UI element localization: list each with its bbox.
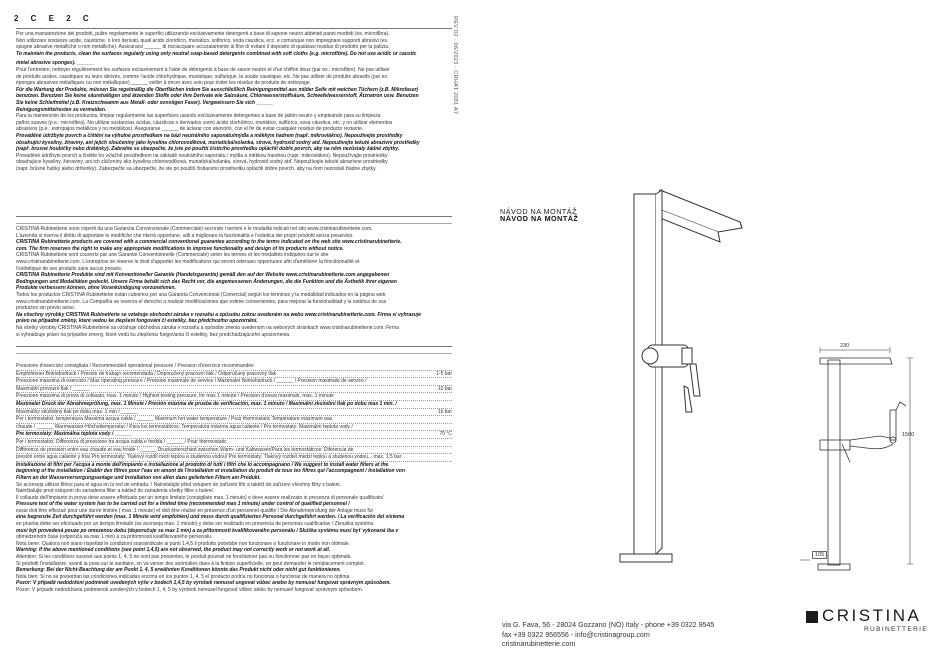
faucet-illustration: [600, 150, 780, 570]
tech-row: Maximální provozní tlak / ______ 10 bar: [16, 385, 452, 392]
install-note: Warning: If the above mentioned conditions (see point 1,4,5) are not observed, the product may not correctly work or not work at all.: [16, 547, 331, 554]
brand-square-icon: [806, 611, 818, 623]
tech-row: Maximaler Druck der Abnahmeprüfung, max. 1 Minute / Presión máxima de prueba de verificación, max. 1 minuto / Maximální zkušební tlak po dobu max 1 min. /: [16, 401, 452, 409]
warranty-fr-1: CRISTINA Rubinetterie sont couverts par une Garantie Conventionnelle (Commerciale) selon les termes et les modalités indiquées sur le site: [16, 252, 329, 259]
install-note: Nota bene: Qualora non siano rispettati le condizioni sopraindicate ai punti 1,4,5 il prodotto potrebbe non funzionare o funzionare in modo non ottimale.: [16, 540, 351, 547]
contact-block: [502, 621, 714, 650]
warranty-it-2: L'azienda si riserva il diritto di apportare le modifiche che riterrà opportune, utili a migliorare la funzionalità e l'estetica dei propri prodotti senza preavviso.: [16, 232, 354, 239]
maintenance-it-3: spugne abrasive metalliche o non metalliche). Assicurarsi ______ di risciacquare accuratamente al fine di evitare il deposito di qualsiasi residuo di prodotto per la pulizia.: [16, 44, 390, 51]
install-note: beginning of the installation / Établir des filtres pour l'eau en amont de l'installation et installation du produit de tous les filtres qui l'accompagnent / Installation von: [16, 468, 405, 475]
tech-row: Pre termostaty: Maximálna teplota vody / ______ 70 °C: [16, 431, 452, 438]
tech-row: Maximálny skúšobný tlak po dobu max. 1 min / ______ 16 bar: [16, 408, 452, 415]
address: via G. Fava, 56 - 28024 Gozzano (NO) Italy - phone +39 0322 9545: [502, 621, 715, 629]
tech-row: presión entre agua caliente y fría/ Pro termostaty: Tlakový rozdíl mezi teplou a studenou vodou/ Pre termostaty: Tlakový rozdiel medzi teplou a studenou vodou... max. 1,5 bar: [16, 454, 452, 462]
install-note: Installazione di filtri per l'acqua a monte dell'impianto e installazione al prodotto di tutti i filtri che lo accompagnano / We suggest to install water filters at the: [16, 461, 389, 468]
warranty-fr-3: l'esthétique de ses produits sans aucun préavis.: [16, 265, 123, 272]
maintenance-sk-3: (napr. brúsne hubky alebo drôtenky). Zabezpečte sa ubezpečte, že ste po použití čistiaceho prostriedku opláchli dobre povrch, aby na ňom nezostali žiadne zbytky.: [16, 165, 377, 172]
install-note: en prueba debe ser efectuado por un tiempo limitado (se aconseja max. 1 minuto) y debe ser realizado en presencia de personas cualificadas / Zkouška systému: [16, 521, 374, 528]
maintenance-cz-1: Prováděné údržbyte povrch a čištění na výhulné prostředkem na bázi neutrálního saponátu/mýdla a měkkým hadrem (např. mikrovlákno). Nepoužívejte prostředky: [16, 132, 403, 139]
install-note: Se aconseja utilizar filtros para el agua en la red de entrada. / Nainstalujte před vstupem do zařízení filtr a taktéž do zařízení všechny filtry s baleni.: [16, 481, 341, 488]
brand-name: CRISTINA: [822, 606, 922, 625]
maintenance-de-3: Sie keine Schleifmittel (z.B. Kratzschwamm aus Metall- oder sonstigen Faser). Vergewissern Sie sich ______: [16, 99, 274, 106]
tech-row: Empfohlener Betriebsdruck / Presión de trabajo recomendada / Doporučený pracovní tlak / Odporúčaný pracovný tlak 1-5 bar: [16, 370, 452, 377]
website-link[interactable]: cristinarubinetterie.com: [502, 640, 576, 648]
tech-row: Pressione massima di esercizio / Max operating pressure / Pression maximale de service / Maximaler Betriebsdruck / ______ / Pression maximale de service /: [16, 378, 452, 386]
section-divider-2: [16, 346, 452, 347]
maintenance-es-3: abrasivos (p.e.: estropajos metálicos y no metálicos). Asegurarse ______ de aclarar con atención, con el fin de evitar cualquier residuo de producto restante.: [16, 126, 364, 133]
maintenance-fr-2: de produits acides, caustiques ou leurs dérivés, comme l'acide chlorhydrique, muriatique, sulfurique, la soude caustique, etc. Ne pas utiliser de produits abrasifs (par ex.: [16, 73, 389, 80]
document-code-text: REV 02 · 06/2023 · CRHAT 2081 A7: [452, 16, 458, 115]
maintenance-de-4: Reinigungsmittelresten zu vermeiden.: [16, 106, 107, 113]
tech-row: Pressione massima di prova di collaudo, max. 1 minuto / Highest testing pressure, for max 1 minute / Pression d'essai maximale, max. 1 minute: [16, 393, 452, 401]
maintenance-cz-3: (např. brusné houbičky nebo drátěnky). Zabraňte se ubezpečte, že jste po použití čisticího prostředku opláchli dobře povrch, aby na něm nezůstaly žádné zbytky.: [16, 146, 400, 153]
maintenance-sk-2: obsahujúce kyseliny, žieraviny, ani ich zlúčeniny ako kyselina chlorovodíková, muriatická/solanka, sírová, hydroxid sodný atď. Nepoužívajte tekuté abrazívne prostriedky: [16, 159, 388, 166]
section-divider-1b: [16, 223, 452, 224]
maintenance-es-2: paños suaves (p.e.: microfibra). No utilizar sustancias ácidas, cáusticas o derivados como ácido clorhídrico, muriático, sulfúrico, sosa cáustica, etc. y no utilizar elementos: [16, 119, 393, 126]
page-title-bold: NÁVOD NA MONTÁŽ: [500, 214, 579, 223]
maintenance-it-2: Non utilizzare sostanze acide, caustiche, o loro derivati, quali acido cloridrico, muriatico, solforico, soda caustica, ecc. e comunque non impregnare supporti abrasivi (es.: [16, 37, 389, 44]
warranty-es-1: Todos los productos CRISTINA Rubinetterie están cubiertos por una Garantía Convencional (Comercial) según los términos y la modalidad indicados en la página web: [16, 291, 386, 298]
section-divider-2b: [16, 353, 452, 354]
warranty-section: [16, 226, 452, 338]
language-codes: 2 C E 2 C: [14, 14, 94, 23]
install-note: Nainštalujte pred vstupom do zariadenia filter a taktiež do zariadenia všetky filtre s balení.: [16, 488, 215, 495]
install-note: musí být provedená pouze po omezenou dobu (doporučuje se max 1 min) a za přítomnosti kvalifikovaného personálu / Skúška systému musí byť vykonaná iba v: [16, 527, 399, 534]
warranty-de-3: Produkte verbessern können, ohne Vorankündigung vorzunehmen.: [16, 285, 176, 292]
dimension-base-value: 105: [815, 552, 825, 558]
section-divider-1: [16, 216, 452, 217]
maintenance-section: [16, 31, 452, 172]
warranty-cz-2: právo na případné změny, které vedou ke zlepšení fungování či estetiky, bez předchozího upozornění.: [16, 318, 258, 325]
install-note: Bemerkung: Bei der Nicht-Beachtung der am Punkt 1, 4, 5 erwähnten Konditionen könnte das Produkt nicht oder nicht gut funktionieren.: [16, 567, 341, 574]
tech-row: Différence de pression entre eau chaude et eau froide / ______ Druckunterschied zwischen Warm- und Kaltwasser/Para los termostáticos: Diferencia de: [16, 447, 452, 455]
tech-row: Per i termostatici: temperatura Massima acqua calda / ______ Maximum hot water temperature / Pour thermostatic Température maximum eau: [16, 416, 452, 424]
warranty-it-1: CRISTINA Rubinetterie sono coperti da una Garanzia Convenzionale (Commerciale) secondo i termini e le modalità indicati nel sito www.cristinarubinetterie.com.: [16, 226, 373, 232]
warranty-en-2: com. The firm reserves the right to make any appropriate modifications to improve functionality and design of its products without notice.: [16, 245, 344, 252]
dimension-top: 230: [840, 343, 850, 349]
tech-row: Per i termostatici: Differenza di pressione tra acqua calda e fredda / ______ / Pour thermostatic: [16, 439, 452, 447]
maintenance-de-1: Für die Wartung der Produkte, müssen Sie regelmäßig die Oberflächen indem Sie ausschließlich Reinigungsmittel aus milder Seife mit weichen Tüchern (z.B. Mikrofaser): [16, 86, 419, 93]
maintenance-fr-1: Pour l'entretien, nettoyer régulièrement les surfaces exclusivement à l'aide de détergents à base de savon neutre et d'un chiffon doux (par ex.: microfibre). Ne pas utiliser: [16, 66, 390, 73]
maintenance-es-1: Para la mantención de los productos, limpiar regularmente las superficies usando exclusivamente detergentes a base de jabón neutro y empleando para su limpieza: [16, 113, 381, 120]
warranty-en-1: CRISTINA Rubinetterie products are covered with a commercial conventional guarantee according to the terms indicated on the web site www.cristinarubinetterie.: [16, 239, 402, 246]
install-note: Il collaudo dell'impianto in prova deve essere effettuato per un tempo limitato (consigliato max. 1 minuto) e deve essere realizzato in presenza di personale qualificato/: [16, 494, 384, 501]
warranty-es-2: www.cristinarubinetterie.com. La Compañía se reserva el derecho a realizar modificaciones que estime convenientes, para mejorar la funcionalidad y la estética de sus: [16, 298, 387, 305]
warranty-sk-2: si vyhradzuje právo na prípadné zmeny, ktoré vedú ku zlepšeniu fungovania či estetiky, bez predchádzajúceho upozornenia.: [16, 331, 291, 338]
install-note: Nota bien: Si no se presentan las condiciones indicadas encima en los puntos 1, 4, 5 el producto podría no funcionar o funcionar de manera no óptima.: [16, 573, 351, 580]
install-note: obmedzenom čase (odporúča sa max 1 min) a za prítomnosti kvalifikovaného personálu.: [16, 534, 213, 541]
tech-row: Pressione d'esercizio consigliata / Recommended operational pressure / Pression d'exercice recommandée: [16, 363, 452, 371]
maintenance-it-1: Per una manutenzione dei prodotti, pulire regolarmente le superfici utilizzando esclusivamente detergenti a base di sapone neutro abbinati panni morbidi (es. microfibra).: [16, 31, 390, 37]
warranty-es-3: productos sin previo aviso.: [16, 305, 76, 312]
dimension-base: [812, 551, 827, 559]
install-note: essai doit être effectué pour une durée limitée ( max. 1 minute) et doit être réalisé en présence d'un personnel qualifié / Die Abnahmeprüfung der Anlage muss für: [16, 507, 374, 514]
install-note: Pressure test of the water system has to be carried out for a limited time (recommended max 1 minute) under control of qualified personnel /: [16, 501, 350, 508]
fax-email: fax +39 0322 956556 - info@cristinagroup.com: [502, 630, 650, 639]
technical-drawing: [780, 340, 930, 575]
install-note: eine begrenzte Zeit durchgeführt werden (max. 1 Minute wird empfohlen) und muss durch qualifiziertes Personal durchgeführt werden. / La verificación del sistema: [16, 514, 405, 521]
maintenance-de-2: benutzen. Benutzen Sie keine säurehaltigen und ätzenden Stoffe oder ihre Derivate wie Salzsäure, Chlorwasserstoffsäure, Schwefelwasserstoff, Ätznatron usw. Benutzen: [16, 93, 419, 100]
top-divider: [16, 28, 452, 29]
install-note: Attention: Si les conditions susvisé aux points 1, 4, 5 ne sont pas présentes, le produit pourrait ne fonctionner pas ou fonctionner pas en façon optimale.: [16, 554, 352, 561]
maintenance-cz-2: obsahující kyseliny, žíraviny, ani jejich sloučeniny jako kyselina chlorovodíková, muriatická/solanka, sírová, hydroxid sodný atd. Nepoužívejte tekuté abrazivní prostředky: [16, 139, 420, 146]
install-note: Pozor: V prípade nedodržania podmienok uvedených v bodoch 1, 4, 5 by výrobok nemusel fungovať vôbec alebo by nemusel fungovať správnym spôsobom.: [16, 587, 364, 593]
maintenance-en: To maintain the products, clean the surfaces regularly using only neutral soap-based detergents combined with soft cloths (e.g. microfibre). Do not use acidic or caustic: [16, 50, 417, 57]
page-title: NÁVOD NA MONTÁŽ: [500, 207, 577, 216]
install-note: Si prodotti l'installatore, avanti la pose sur le sanitaire, on va verser des anomalies dues à la finition superficielle, on peut demander le remplacement complet.: [16, 560, 365, 567]
dimension-height: 1500: [902, 432, 915, 438]
warranty-cz-1: Na všechny výrobky CRISTINA Rubinetterie se vztahuje obchodní záruka v rozsahu a způsobu zoknu uvedeném na webu www.cristinarubinetterie.com. Firma si vyhrazuje: [16, 311, 422, 318]
install-note: Pozor: V případě nedodržení podmínek uvedených výše v bodech 1,4,5 by výrobek nemusel ungovat vůbec anebo by nemusel fungovat správným způsobem.: [16, 580, 391, 587]
warranty-de-2: Bedingungen und Modalitäten gedeckt. Unsere Firma behält sich das Recht vor, die angemessenen Änderungen, die die Funktion und die Ästhetik ihrer eigenen: [16, 278, 397, 285]
maintenance-fr-3: éponges abrasives métalliques ou non métalliques) ______ veiller à rincer avec soin pour éviter les résidus de produits de nettoyage.: [16, 80, 311, 87]
maintenance-sk-1: Prováděné údržbyte povrch a čistěte ho výlučně prostředkem na základě neutrálního saponátu / mýdla a měkkou handrou (napr. mikrovlákno). Nepoužívajte prostriedky: [16, 152, 388, 159]
maintenance-en-2: metal abrasive sponges). ______: [16, 60, 94, 67]
warranty-fr-2: www.cristinarubinetterie.com. L'entreprise se réserve le droit d'apporter les modifications qui seront retenues opportunes afin d'améliorer la fonctionnalité et: [16, 258, 360, 265]
warranty-de-1: CRISTINA Rubinetterie Produkte sind mit Konventioneller Garantie (Handelsgarantie) gemäß den auf der Website www.cristinarubinetterie.com angegebenen: [16, 272, 390, 279]
technical-section: [16, 363, 452, 594]
install-note: Filtern an der Wasserversorgungsanlage und Installation von allen dazu gelieferten Filtern am Produkt.: [16, 474, 261, 481]
tech-row: chaude / ______ Warmwasser-Höchsttemperatur / Para los termostáticos: Temperatura máxima agua caliente / Pro termostaty: Maximální teplota vody /: [16, 424, 452, 432]
warranty-sk-1: Na všetky výrobky CRISTINA Rubinetterie sa vzťahuje obchodná záruka v rozsahu a spôsobe znenia uvedenom na webových stránkach www.cristinarubinetterie.com. Firma: [16, 324, 399, 331]
brand-subtitle: RUBINETTERIE: [864, 626, 928, 633]
